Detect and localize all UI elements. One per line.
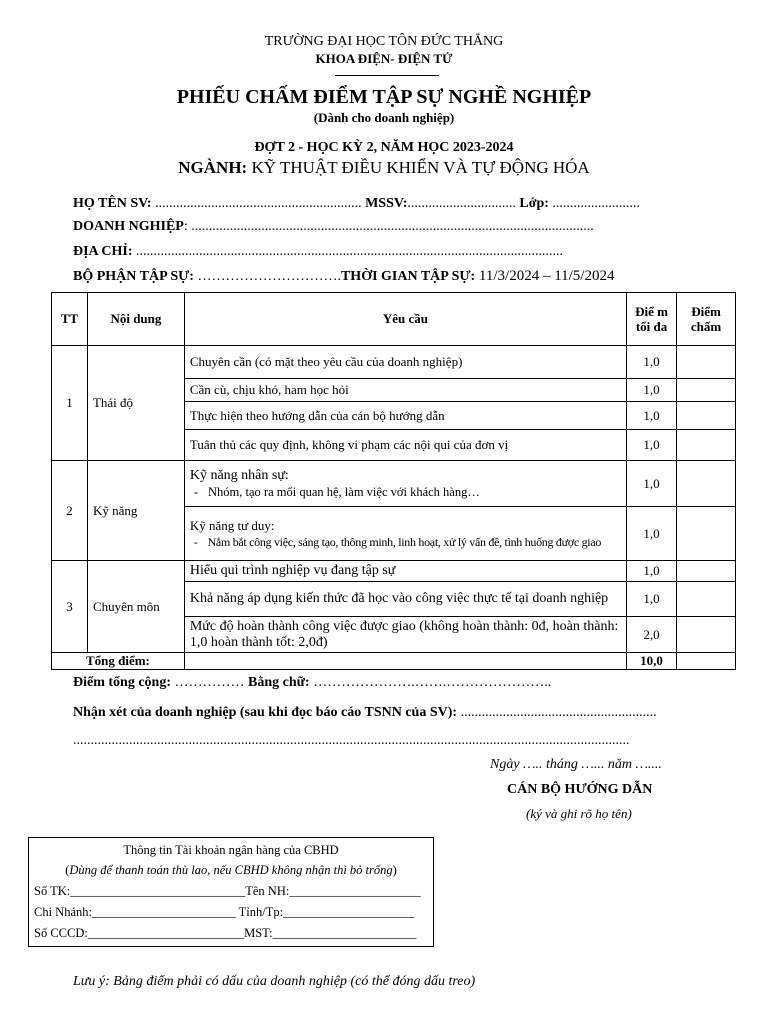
requirement-cell: Tuân thủ các quy định, không vi phạm các nội qui của đơn vị — [184, 430, 626, 461]
comment-line — [73, 705, 657, 721]
major-value: KỸ THUẬT ĐIỀU KHIỂN VÀ TỰ ĐỘNG HÓA — [247, 158, 590, 177]
score-input-cell[interactable] — [677, 561, 736, 582]
student-name-label: HỌ TÊN SV: — [73, 196, 152, 211]
requirement-cell: Mức độ hoàn thành công việc được giao (không hoàn thành: 0đ, hoàn thành: 1,0 hoàn thành tốt: 2,0đ) — [184, 617, 626, 653]
period-value: 11/3/2024 – 11/5/2024 — [475, 268, 615, 284]
bullet-dash-icon: - — [193, 534, 198, 549]
table-header-row — [52, 293, 736, 346]
footer-note: Lưu ý: Bảng điểm phải có dấu của doanh nghiệp (có thể đóng dấu treo) — [73, 974, 476, 989]
total-score-cell[interactable] — [677, 653, 736, 670]
score-words-label: Bằng chữ: — [248, 675, 310, 690]
max-score-cell: 1,0 — [627, 346, 677, 379]
address-dots[interactable]: .......................................................................................................................... — [132, 244, 564, 259]
score-table — [51, 292, 736, 670]
score-input-cell[interactable] — [677, 430, 736, 461]
group-2-name: Kỹ năng — [87, 461, 184, 561]
max-score-cell: 1,0 — [627, 430, 677, 461]
id-tax-line[interactable]: Số CCCD:_________________________MST:_______________________ — [34, 926, 417, 940]
student-name-dots[interactable]: ........................................................... — [151, 196, 362, 211]
score-words-dots[interactable]: ………………….…….………………….. — [309, 675, 552, 690]
max-score-cell: 1,0 — [627, 379, 677, 402]
total-empty-cell — [184, 653, 626, 670]
score-input-cell[interactable] — [677, 507, 736, 561]
term-line: ĐỢT 2 - HỌC KỲ 2, NĂM HỌC 2023-2024 — [254, 140, 514, 155]
max-score-cell: 1,0 — [627, 582, 677, 617]
header-max-score: Điể m tối đa — [627, 293, 677, 346]
header-divider — [335, 75, 439, 76]
class-label: Lớp: — [519, 196, 549, 211]
group-1-name: Thái độ — [87, 346, 184, 461]
total-score-label: Điểm tổng cộng: — [73, 675, 171, 690]
score-input-cell[interactable] — [677, 461, 736, 507]
requirement-sub-item — [190, 534, 621, 550]
department-dots[interactable]: …………………………. — [193, 269, 341, 284]
date-line: Ngày ….. tháng …... năm ….... — [490, 757, 662, 772]
requirement-sub-text: Nhóm, tạo ra mối quan hệ, làm việc với khách hàng… — [208, 484, 480, 499]
requirement-cell — [184, 507, 626, 561]
table-row — [52, 461, 736, 507]
group-3-tt: 3 — [52, 561, 88, 653]
max-score-cell: 2,0 — [627, 617, 677, 653]
group-2-tt: 2 — [52, 461, 88, 561]
comment-line-2[interactable]: ............................................................................................................................................................... — [73, 733, 630, 748]
score-input-cell[interactable] — [677, 402, 736, 430]
table-row — [52, 561, 736, 582]
total-label: Tổng điểm: — [52, 653, 185, 670]
header-requirement: Yêu cầu — [184, 293, 626, 346]
score-input-cell[interactable] — [677, 346, 736, 379]
company-line — [73, 219, 594, 235]
header-tt: TT — [52, 293, 88, 346]
department-label: BỘ PHẬN TẬP SỰ: — [73, 269, 194, 284]
signer-title: CÁN BỘ HƯỚNG DẪN — [507, 782, 653, 797]
requirement-cell: Chuyên cần (có mặt theo yêu cầu của doanh nghiệp) — [184, 346, 626, 379]
major-label: NGÀNH: — [178, 158, 248, 177]
max-score-cell: 1,0 — [627, 402, 677, 430]
mssv-dots[interactable]: ............................... — [407, 196, 520, 211]
requirement-title: Kỹ năng nhân sự: — [189, 467, 289, 483]
bank-info-title: Thông tin Tài khoản ngân hàng của CBHD — [123, 843, 339, 857]
major-line — [0, 158, 768, 178]
internship-line — [73, 268, 614, 285]
table-row — [52, 346, 736, 379]
score-input-cell[interactable] — [677, 582, 736, 617]
max-score-cell: 1,0 — [627, 561, 677, 582]
total-score-line — [73, 675, 551, 691]
score-input-cell[interactable] — [677, 379, 736, 402]
header-content: Nội dung — [87, 293, 184, 346]
score-input-cell[interactable] — [677, 617, 736, 653]
address-line — [73, 244, 563, 260]
requirement-sub-item — [190, 484, 621, 501]
requirement-cell: Thực hiện theo hướng dẫn của cán bộ hướng dẫn — [184, 402, 626, 430]
requirement-cell — [184, 461, 626, 507]
requirement-sub-text: Nắm bắt công việc, sáng tạo, thông minh, linh hoạt, xử lý vấn đề, tình huống được giao — [207, 534, 602, 549]
bank-account-line[interactable]: Số TK:____________________________Tên NH:_____________________ — [34, 884, 421, 898]
period-label: THỜI GIAN TẬP SỰ: — [340, 269, 476, 284]
company-dots[interactable]: : ................................................................................................................... — [183, 219, 594, 234]
comment-dots[interactable]: ........................................................ — [457, 705, 657, 720]
university-name: TRƯỜNG ĐẠI HỌC TÔN ĐỨC THẮNG — [264, 34, 504, 49]
mssv-label: MSSV: — [361, 196, 408, 211]
signer-note: (ký và ghi rõ họ tên) — [526, 806, 632, 821]
header-score: Điểm chấm — [677, 293, 736, 346]
student-name-line — [73, 196, 640, 212]
comment-label: Nhận xét của doanh nghiệp (sau khi đọc báo cáo TSNN của SV): — [73, 705, 458, 720]
class-dots[interactable]: ......................... — [548, 196, 640, 211]
requirement-cell: Khả năng áp dụng kiến thức đã học vào công việc thực tế tại doanh nghiệp — [184, 582, 626, 617]
page-subtitle: (Dành cho doanh nghiệp) — [313, 110, 455, 125]
max-score-cell: 1,0 — [627, 461, 677, 507]
company-label: DOANH NGHIỆP — [73, 219, 184, 234]
bank-info-box — [28, 837, 434, 947]
page-title: PHIẾU CHẤM ĐIỂM TẬP SỰ NGHỀ NGHIỆP — [176, 86, 592, 108]
total-score-dots[interactable]: …………… — [171, 675, 248, 690]
max-score-cell: 1,0 — [627, 507, 677, 561]
group-1-tt: 1 — [52, 346, 88, 461]
bullet-dash-icon: - — [193, 484, 199, 499]
bank-info-note-line: (Dùng để thanh toán thù lao, nếu CBHD không nhận thì bỏ trống) — [65, 863, 397, 877]
requirement-cell: Cần cù, chịu khó, ham học hỏi — [184, 379, 626, 402]
group-3-name: Chuyên môn — [87, 561, 184, 653]
requirement-cell: Hiểu qui trình nghiệp vụ đang tập sự — [184, 561, 626, 582]
bank-info-note: Dùng để thanh toán thù lao, nếu CBHD không nhận thì bỏ trống — [69, 863, 393, 877]
address-label: ĐỊA CHỈ: — [73, 244, 133, 259]
faculty-name: KHOA ĐIỆN- ĐIỆN TỬ — [315, 51, 453, 66]
requirement-title: Kỹ năng tư duy: — [189, 517, 275, 533]
bank-branch-line[interactable]: Chi Nhánh:_______________________ Tỉnh/Tp:_____________________ — [34, 905, 415, 919]
total-max-value: 10,0 — [627, 653, 677, 670]
total-row — [52, 653, 736, 670]
